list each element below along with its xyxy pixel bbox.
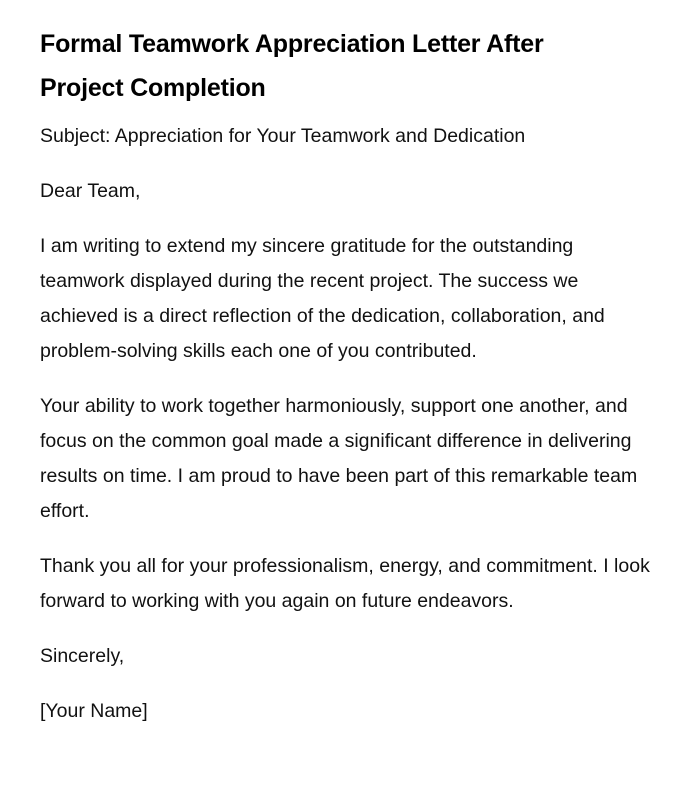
letter-paragraph-2: Your ability to work together harmoniously, support one another, and focus on the common goal made a significant difference in delivering results on time. I am proud to have been part of this remarkable team effort. xyxy=(40,395,638,522)
letter-paragraph-3: Thank you all for your professionalism, energy, and commitment. I look forward to working with you again on future endeavors. xyxy=(40,555,650,612)
document-title: Formal Teamwork Appreciation Letter After Project Completion xyxy=(40,30,544,102)
letter-paragraph-1: I am writing to extend my sincere gratitude for the outstanding teamwork displayed during the recent project. The success we achieved is a direct reflection of the dedication, collaboration, and problem-solving skills each one of you contributed. xyxy=(40,235,605,362)
letter-signature: [Your Name] xyxy=(40,700,148,722)
letter-greeting: Dear Team, xyxy=(40,180,141,202)
letter-body xyxy=(40,119,660,729)
letter-closing: Sincerely, xyxy=(40,645,125,667)
letter-subject: Subject: Appreciation for Your Teamwork and Dedication xyxy=(40,125,526,147)
